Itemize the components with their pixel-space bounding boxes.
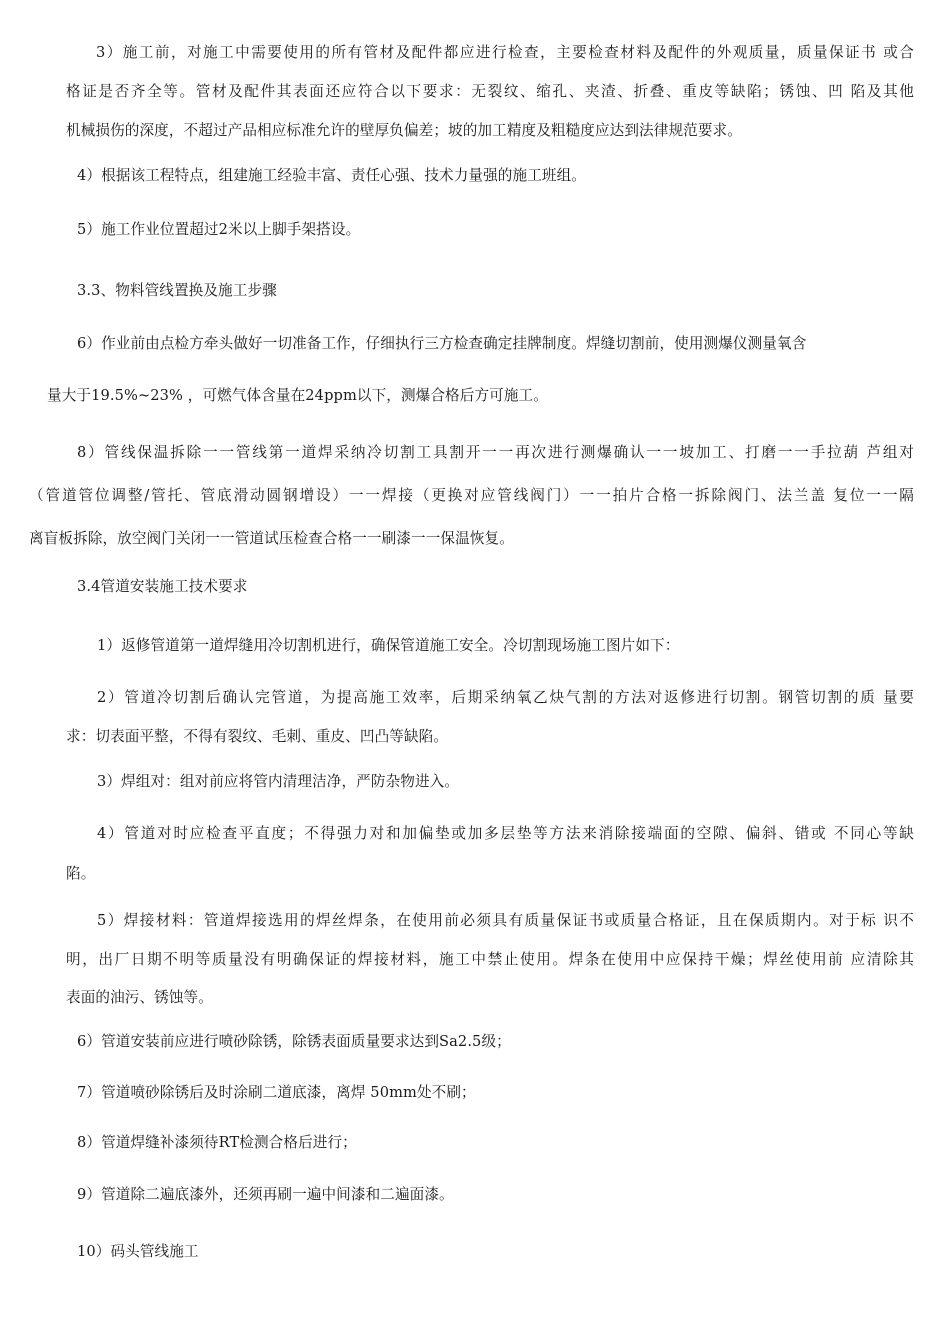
text-line: 10）码头管线施工	[77, 1243, 199, 1260]
text-line: 机械损伤的深度，不超过产品相应标准允许的壁厚负偏差；坡的加工精度及粗糙度应达到法律规范要求。	[66, 122, 742, 139]
text-line: 量大于19.5%~23% ，可燃气体含量在24ppm以下，测爆合格后方可施工。	[47, 387, 548, 404]
text-line: 格证是否齐全等。管材及配件其表面还应符合以下要求：无裂纹、缩孔、夹渣、折叠、重皮等缺陷；锈蚀、凹 陷及其他	[66, 83, 914, 100]
text-line: 3）施工前，对施工中需要使用的所有管材及配件都应进行检查，主要检查材料及配件的外观质量，质量保证书 或合	[96, 44, 914, 61]
text-line: 7）管道喷砂除锈后及时涂刷二道底漆，离焊 50mm处不刷；	[77, 1084, 476, 1101]
text-line: （管道管位调整/管托、管底滑动圆钢增设）一一焊接（更换对应管线阀门）一一拍片合格一拆除阀门、法兰盖 复位一一隔	[29, 487, 914, 504]
text-line: 6）作业前由点检方牵头做好一切准备工作，仔细执行三方检查确定挂牌制度。焊缝切割前，使用测爆仪测量氧含	[77, 335, 807, 352]
text-line: 2）管道冷切割后确认完管道，为提高施工效率，后期采纳氧乙炔气割的方法对返修进行切割。钢管切割的质 量要	[97, 689, 914, 706]
text-line: 1）返修管道第一道焊缝用冷切割机进行，确保管道施工安全。冷切割现场施工图片如下：	[97, 637, 680, 654]
text-line: 离盲板拆除，放空阀门关闭一一管道试压检查合格一一刷漆一一保温恢复。	[29, 530, 514, 547]
text-line: 4）管道对时应检查平直度；不得强力对和加偏垫或加多层垫等方法来消除接端面的空隙、偏斜、错或 不同心等缺	[97, 825, 914, 842]
section-heading: 3.3、物料管线置换及施工步骤	[77, 282, 277, 299]
text-line: 4）根据该工程特点，组建施工经验丰富、责任心强、技术力量强的施工班组。	[77, 167, 586, 184]
section-heading: 3.4管道安装施工技术要求	[77, 578, 248, 595]
text-line: 8）管线保温拆除一一管线第一道焊采纳冷切割工具割开一一再次进行测爆确认一一坡加工、打磨一一手拉葫 芦组对	[77, 444, 914, 461]
text-line: 3）焊组对：组对前应将管内清理洁净，严防杂物进入。	[97, 773, 460, 790]
text-line: 陷。	[66, 865, 96, 882]
text-line: 6）管道安装前应进行喷砂除锈，除锈表面质量要求达到Sa2.5级；	[77, 1033, 511, 1050]
text-line: 表面的油污、锈蚀等。	[66, 989, 213, 1006]
text-line: 求：切表面平整，不得有裂纹、毛刺、重皮、凹凸等缺陷。	[66, 728, 449, 745]
text-line: 9）管道除二遍底漆外，还须再刷一遍中间漆和二遍面漆。	[77, 1186, 454, 1203]
text-line: 明，出厂日期不明等质量没有明确保证的焊接材料，施工中禁止使用。焊条在使用中应保持干燥；焊丝使用前 应清除其	[66, 951, 914, 968]
text-line: 5）施工作业位置超过2米以上脚手架搭设。	[77, 221, 361, 238]
text-line: 5）焊接材料：管道焊接选用的焊丝焊条，在使用前必须具有质量保证书或质量合格证，且在保质期内。对于标 识不	[97, 912, 914, 929]
text-line: 8）管道焊缝补漆须待RT检测合格后进行；	[77, 1134, 357, 1151]
